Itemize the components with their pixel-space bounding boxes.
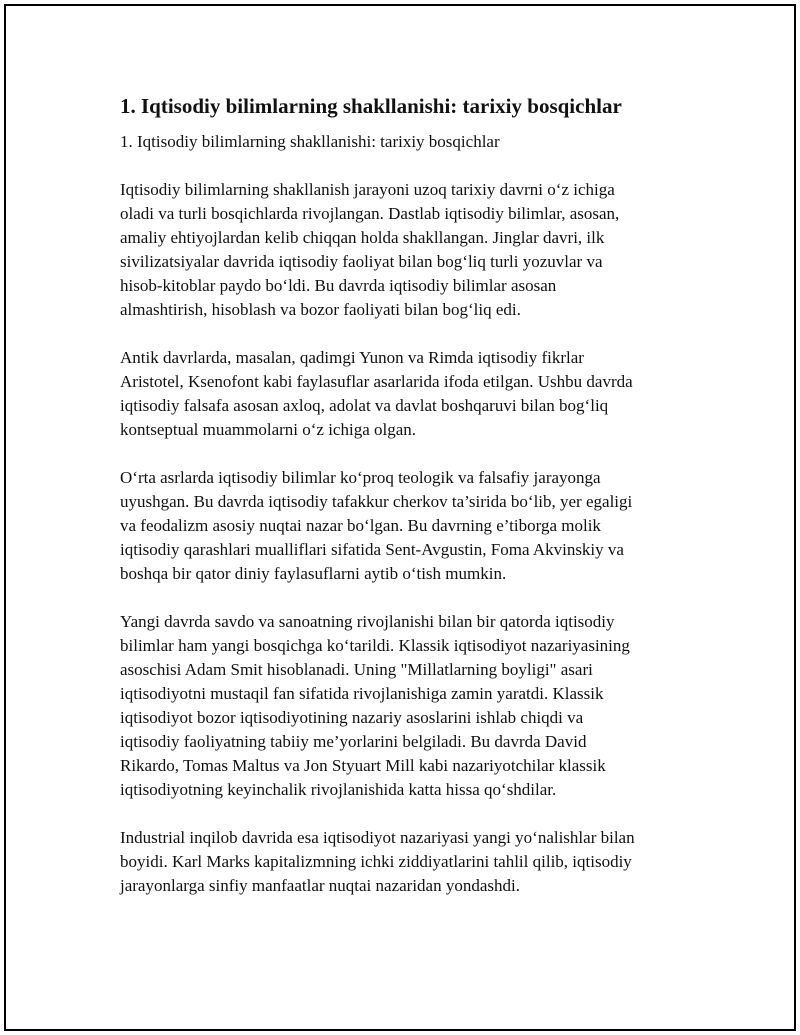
paragraph-line: iqtisodiy qarashlari mualliflari sifatida Sent-Avgustin, Foma Akvinskiy va [120,540,624,559]
paragraph-line: iqtisodiyot bozor iqtisodiyotining nazariy asoslarini ishlab chiqdi va [120,708,584,727]
paragraph-line: uyushgan. Bu davrda iqtisodiy tafakkur cherkov ta’sirida bo‘lib, yer egaligi [120,492,633,511]
paragraph-2 [120,346,680,442]
paragraph-4 [120,610,680,802]
paragraph-line: O‘rta asrlarda iqtisodiy bilimlar ko‘proq teologik va falsafiy jarayonga [120,468,601,487]
paragraph-line: sivilizatsiyalar davrida iqtisodiy faoliyat bilan bog‘liq turli yozuvlar va [120,252,603,271]
paragraph-line: asoschisi Adam Smit hisoblanadi. Uning "Millatlarning boyligi" asari [120,660,593,679]
paragraph-line: iqtisodiyotni mustaqil fan sifatida rivojlanishiga zamin yaratdi. Klassik [120,684,604,703]
paragraph-line: Yangi davrda savdo va sanoatning rivojlanishi bilan bir qatorda iqtisodiy [120,612,615,631]
paragraph-line: hisob-kitoblar paydo bo‘ldi. Bu davrda iqtisodiy bilimlar asosan [120,276,557,295]
document-content [120,92,680,922]
paragraph-line: iqtisodiy falsafa asosan axloq, adolat va davlat boshqaruvi bilan bog‘liq [120,396,609,415]
paragraph-line: almashtirish, hisoblash va bozor faoliyati bilan bog‘liq edi. [120,300,521,319]
paragraph-line: Industrial inqilob davrida esa iqtisodiyot nazariyasi yangi yo‘nalishlar bilan [120,828,635,847]
paragraph-line: Rikardo, Tomas Maltus va Jon Styuart Mill kabi nazariyotchilar klassik [120,756,606,775]
paragraph-line: amaliy ehtiyojlardan kelib chiqqan holda shakllangan. Jinglar davri, ilk [120,228,605,247]
paragraph-line: bilimlar ham yangi bosqichga ko‘tarildi. Klassik iqtisodiyot nazariyasining [120,636,630,655]
paragraph-line: kontseptual muammolarni o‘z ichiga olgan. [120,420,417,439]
paragraph-line: Aristotel, Ksenofont kabi faylasuflar asarlarida ifoda etilgan. Ushbu davrda [120,372,633,391]
paragraph-line: va feodalizm asosiy nuqtai nazar bo‘lgan. Bu davrning e’tiborga molik [120,516,601,535]
paragraph-line: iqtisodiyotning keyinchalik rivojlanishida katta hissa qo‘shdilar. [120,780,557,799]
paragraph-line: boyidi. Karl Marks kapitalizmning ichki ziddiyatlarini tahlil qilib, iqtisodiy [120,852,632,871]
paragraph-line: jarayonlarga sinfiy manfaatlar nuqtai nazaridan yondashdi. [120,876,520,895]
paragraph-line: Iqtisodiy bilimlarning shakllanish jarayoni uzoq tarixiy davrni o‘z ichiga [120,180,615,199]
document-page [4,4,796,1031]
document-heading: 1. Iqtisodiy bilimlarning shakllanishi: tarixiy bosqichlar [120,94,622,118]
paragraph-1 [120,178,680,322]
paragraph-line: boshqa bir qator diniy faylasuflarni aytib o‘tish mumkin. [120,564,507,583]
paragraph-line: Antik davrlarda, masalan, qadimgi Yunon va Rimda iqtisodiy fikrlar [120,348,584,367]
paragraph-3 [120,466,680,586]
paragraph-5 [120,826,680,898]
document-subheading: 1. Iqtisodiy bilimlarning shakllanishi: tarixiy bosqichlar [120,132,500,151]
paragraph-line: oladi va turli bosqichlarda rivojlangan. Dastlab iqtisodiy bilimlar, asosan, [120,204,620,223]
paragraph-line: iqtisodiy faoliyatning tabiiy me’yorlarini belgiladi. Bu davrda David [120,732,587,751]
